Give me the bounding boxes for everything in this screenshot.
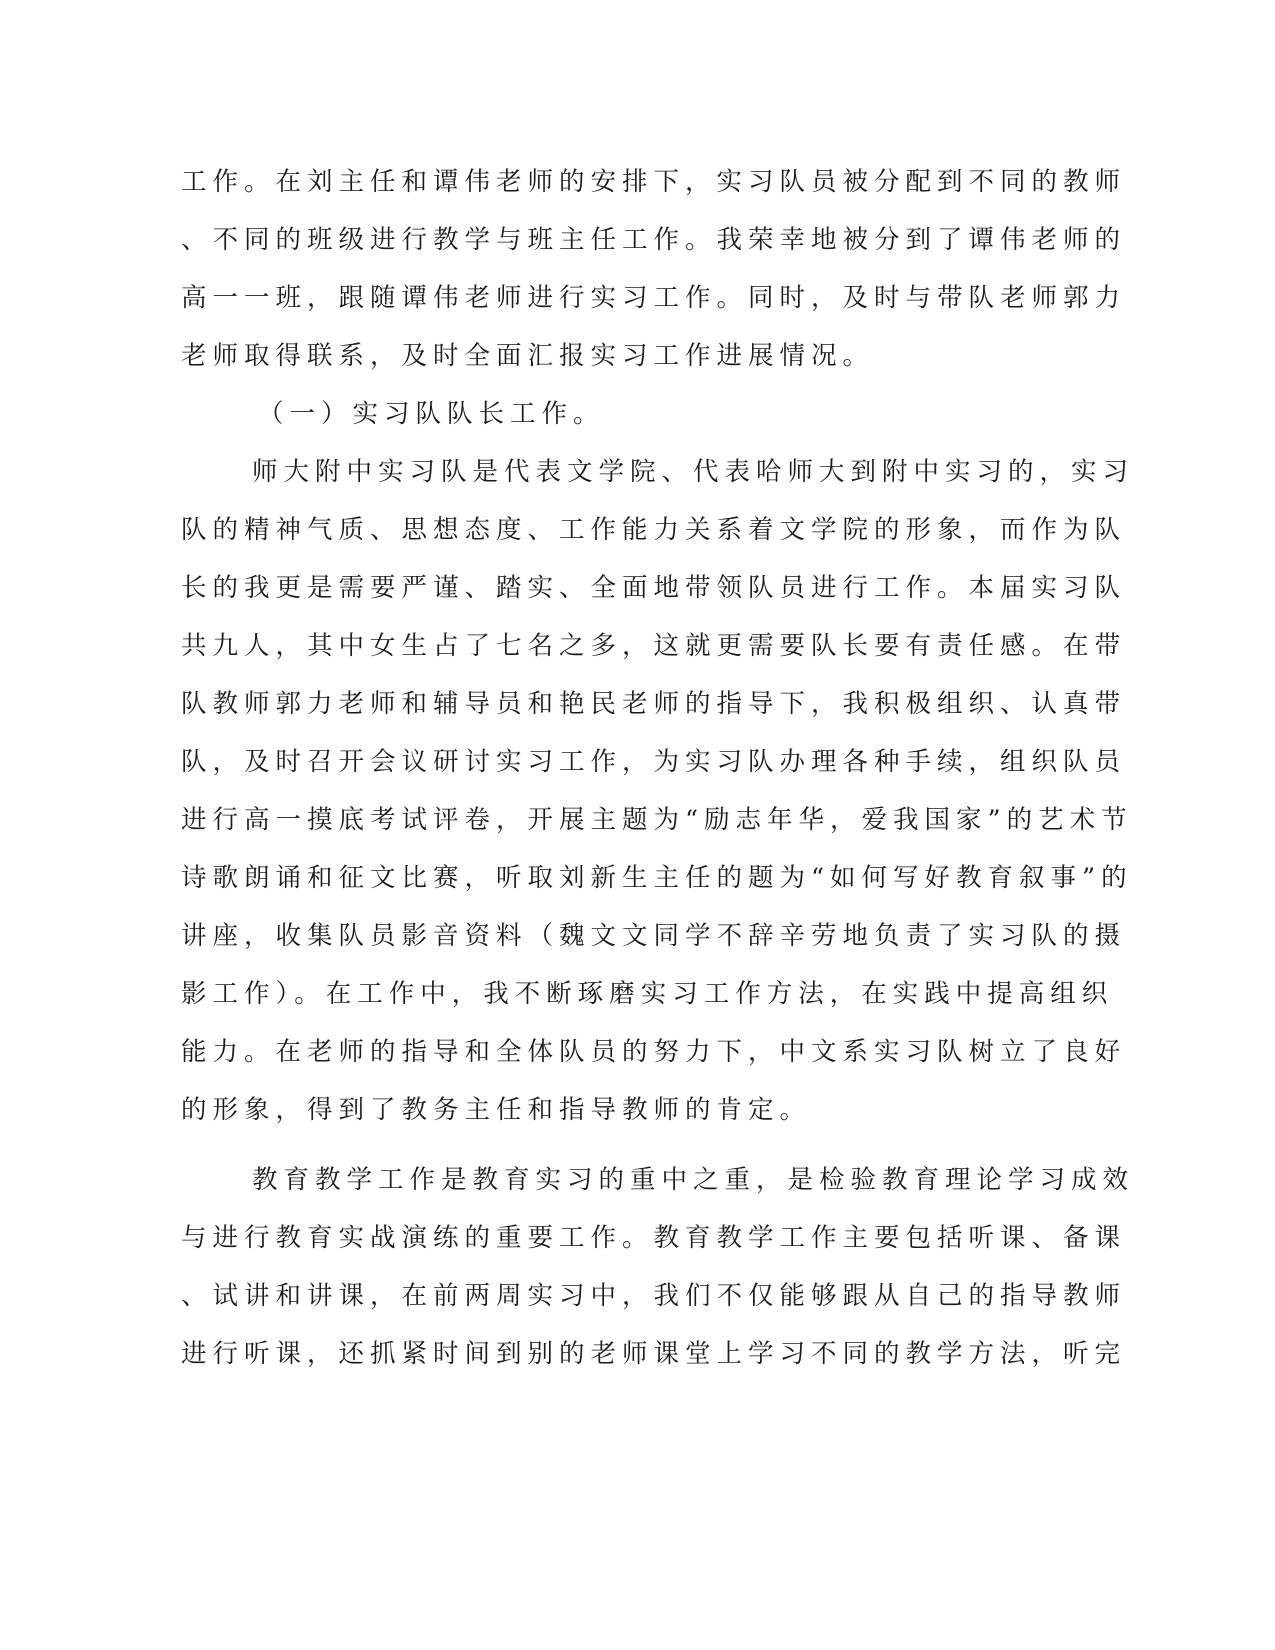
text-line: 师大附中实习队是代表文学院、代表哈师大到附中实习的，实习 [252,457,1135,487]
text-line: 队教师郭力老师和辅导员和艳民老师的指导下，我积极组织、认真带 [181,689,1127,719]
text-line: 与进行教育实战演练的重要工作。教育教学工作主要包括听课、备课 [181,1223,1127,1253]
text-line: 共九人，其中女生占了七名之多，这就更需要队长要有责任感。在带 [181,631,1127,661]
text-line: 诗歌朗诵和征文比赛，听取刘新生主任的题为“如何写好教育叙事”的 [181,863,1133,893]
text-line: 、试讲和讲课，在前两周实习中，我们不仅能够跟从自己的指导教师 [181,1281,1127,1311]
text-line: 队的精神气质、思想态度、工作能力关系着文学院的形象，而作为队 [181,515,1127,545]
text-line: 进行高一摸底考试评卷，开展主题为“励志年华，爱我国家”的艺术节 [181,805,1133,835]
text-line: 队，及时召开会议研讨实习工作，为实习队办理各种手续，组织队员 [181,747,1127,777]
text-line: 讲座，收集队员影音资料（魏文文同学不辞辛劳地负责了实习队的摄 [181,921,1127,951]
text-line: 进行听课，还抓紧时间到别的老师课堂上学习不同的教学方法，听完 [181,1339,1127,1369]
text-line: 教育教学工作是教育实习的重中之重，是检验教育理论学习成效 [252,1165,1135,1195]
text-line: 老师取得联系，及时全面汇报实习工作进展情况。 [181,341,875,371]
text-line: 、不同的班级进行教学与班主任工作。我荣幸地被分到了谭伟老师的 [181,225,1127,255]
text-line: 高一一班，跟随谭伟老师进行实习工作。同时，及时与带队老师郭力 [181,283,1127,313]
text-line: 工作。在刘主任和谭伟老师的安排下，实习队员被分配到不同的教师 [181,167,1127,197]
text-line: 影工作）。在工作中，我不断琢磨实习工作方法，在实践中提高组织 [181,979,1114,1009]
text-line: 长的我更是需要严谨、踏实、全面地带领队员进行工作。本届实习队 [181,573,1127,603]
section-heading: （一）实习队队长工作。 [258,399,605,429]
text-line: 的形象，得到了教务主任和指导教师的肯定。 [181,1095,812,1125]
text-line: 能力。在老师的指导和全体队员的努力下，中文系实习队树立了良好 [181,1037,1127,1067]
